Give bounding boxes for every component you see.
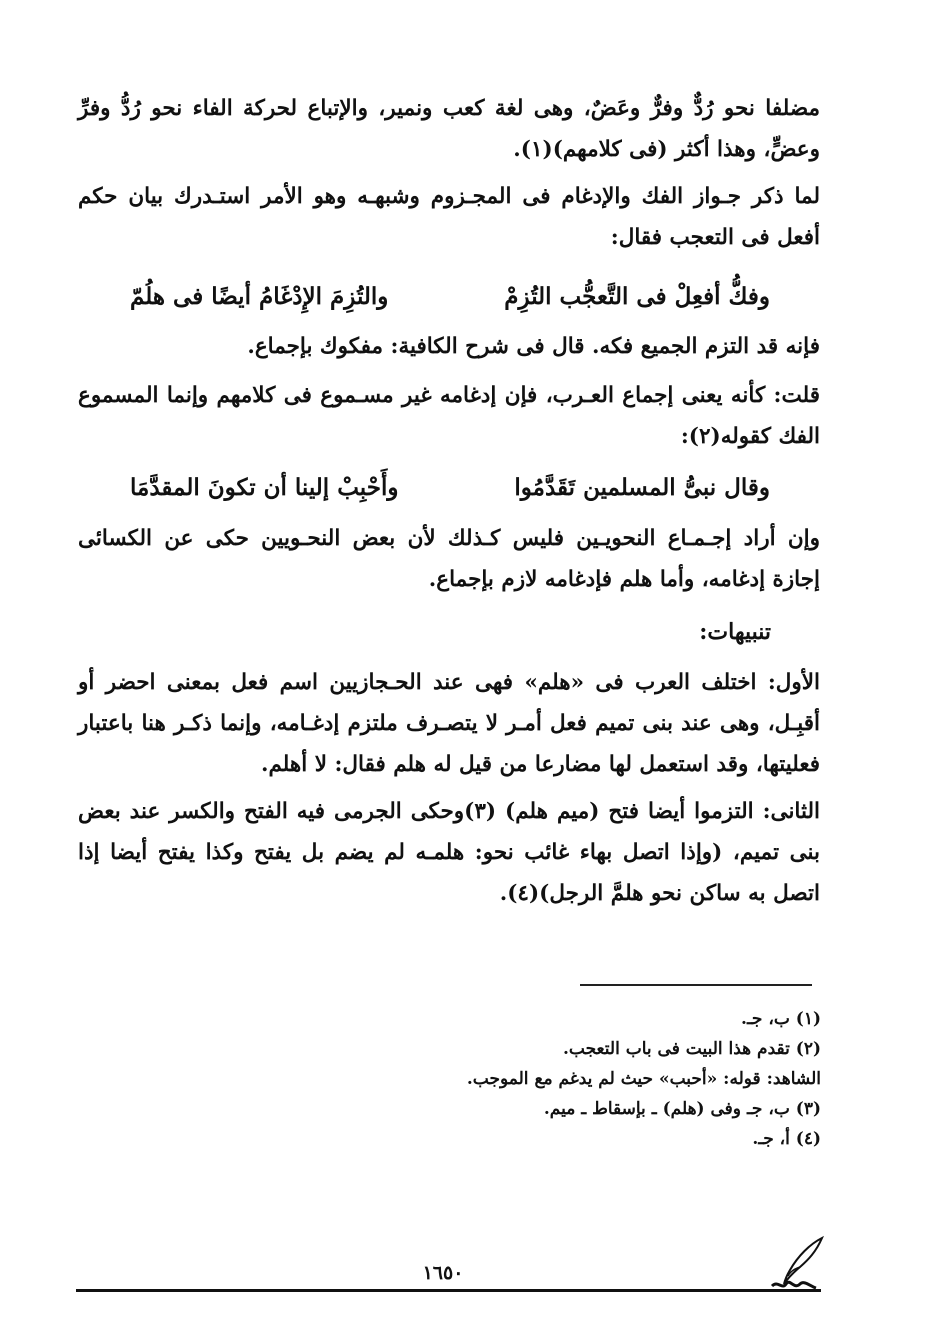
verse-1-second-hemistich: والتُزِمَ الإِدْغَامُ أيضًا فى هلُمّ bbox=[130, 283, 389, 310]
quill-icon bbox=[770, 1234, 830, 1294]
verse-1-first-hemistich: وفكُّ أفعِلْ فى التَّعجُّب التُزِمْ bbox=[504, 283, 770, 310]
page-number: ١٦٥٠ bbox=[422, 1262, 464, 1284]
footnote-2: (٢) تقدم هذا البيت فى باب التعجب. bbox=[562, 1039, 821, 1059]
notes bbox=[78, 662, 820, 914]
after-verse-2 bbox=[78, 518, 820, 600]
footnote-3: (٣) ب، جـ وفى (هلم) ـ بإسقاط ـ ميم. bbox=[543, 1099, 821, 1119]
footnotes bbox=[341, 1004, 821, 1154]
paragraph-1: مضلفا نحو رُدٌّ وفرٌّ وعَضٌ، وهى لغة كعب ونمير، والإتباع لحركة الفاء نحو رُدُّ وفرِّ وعضٍّ، وهذا أكثر (فى كلامهم)(١). bbox=[78, 96, 820, 162]
footnote-1: (١) ب، جـ. bbox=[741, 1009, 821, 1029]
paragraph-4: قلت: كأنه يعنى إجماع العـرب، فإن إدغامه غير مسـموع فى كلامهم وإنما المسموع الفك كقوله(٢): bbox=[78, 383, 820, 449]
bottom-rule bbox=[76, 1289, 821, 1292]
footnote-divider bbox=[580, 984, 812, 986]
verse-2-first-hemistich: وقال نبىُّ المسلمين تَقَدَّمُوا bbox=[514, 474, 770, 501]
paragraph-2: لما ذكر جـواز الفك والإدغام فى المجـزوم وشبهـه وهو الأمر استـدرك بيان حكم أفعل فى التعجب فقال: bbox=[78, 184, 820, 250]
paragraph-5: وإن أراد إجـمـاع النحويـين فليس كـذلك لأن بعض النحـويين حكى عن الكسائى إجازة إدغامه، وأما هلم فإدغامه لازم بإجماع. bbox=[78, 526, 820, 592]
verse-1 bbox=[130, 275, 770, 319]
after-verse-1 bbox=[78, 326, 820, 457]
footnote-4: (٤) أ، جـ. bbox=[752, 1129, 821, 1149]
paragraph-3: فإنه قد التزم الجميع فكه. قال فى شرح الكافية: مفكوك بإجماع. bbox=[247, 334, 820, 359]
note-first: الأول: اختلف العرب فى «هلم» فهى عند الحـجازيين اسم فعل بمعنى احضر أو أقبِـل، وهى عند بنى تميم فعل أمـر لا يتصـرف ملتزم إدغـامه، وإنما ذكـر هنا باعتبار فعليتها، وقد استعمل لها مضارعا من قيل له هلم فقال: لا أهلم. bbox=[78, 670, 820, 777]
section-heading: تنبيهات: bbox=[699, 619, 771, 645]
opening-paragraphs bbox=[78, 88, 820, 258]
verse-2 bbox=[130, 466, 770, 510]
note-second: الثانى: التزموا أيضا فتح (ميم هلم) (٣)وحكى الجرمى فيه الفتح والكسر عند بعض بنى تميم، (وإذا اتصل بهاء غائب نحو: هلمـه لم يضم بل يفتح وكذا يفتح أيضا إذا اتصل به ساكن نحو هلمَّ الرجل)(٤). bbox=[78, 799, 820, 906]
verse-2-second-hemistich: وأَحْبِبْ إلينا أن تكونَ المقدَّمَا bbox=[130, 474, 399, 501]
footnote-2-witness: الشاهد: قوله: «أحبب» حيث لم يدغم مع الموجب. bbox=[466, 1069, 821, 1089]
